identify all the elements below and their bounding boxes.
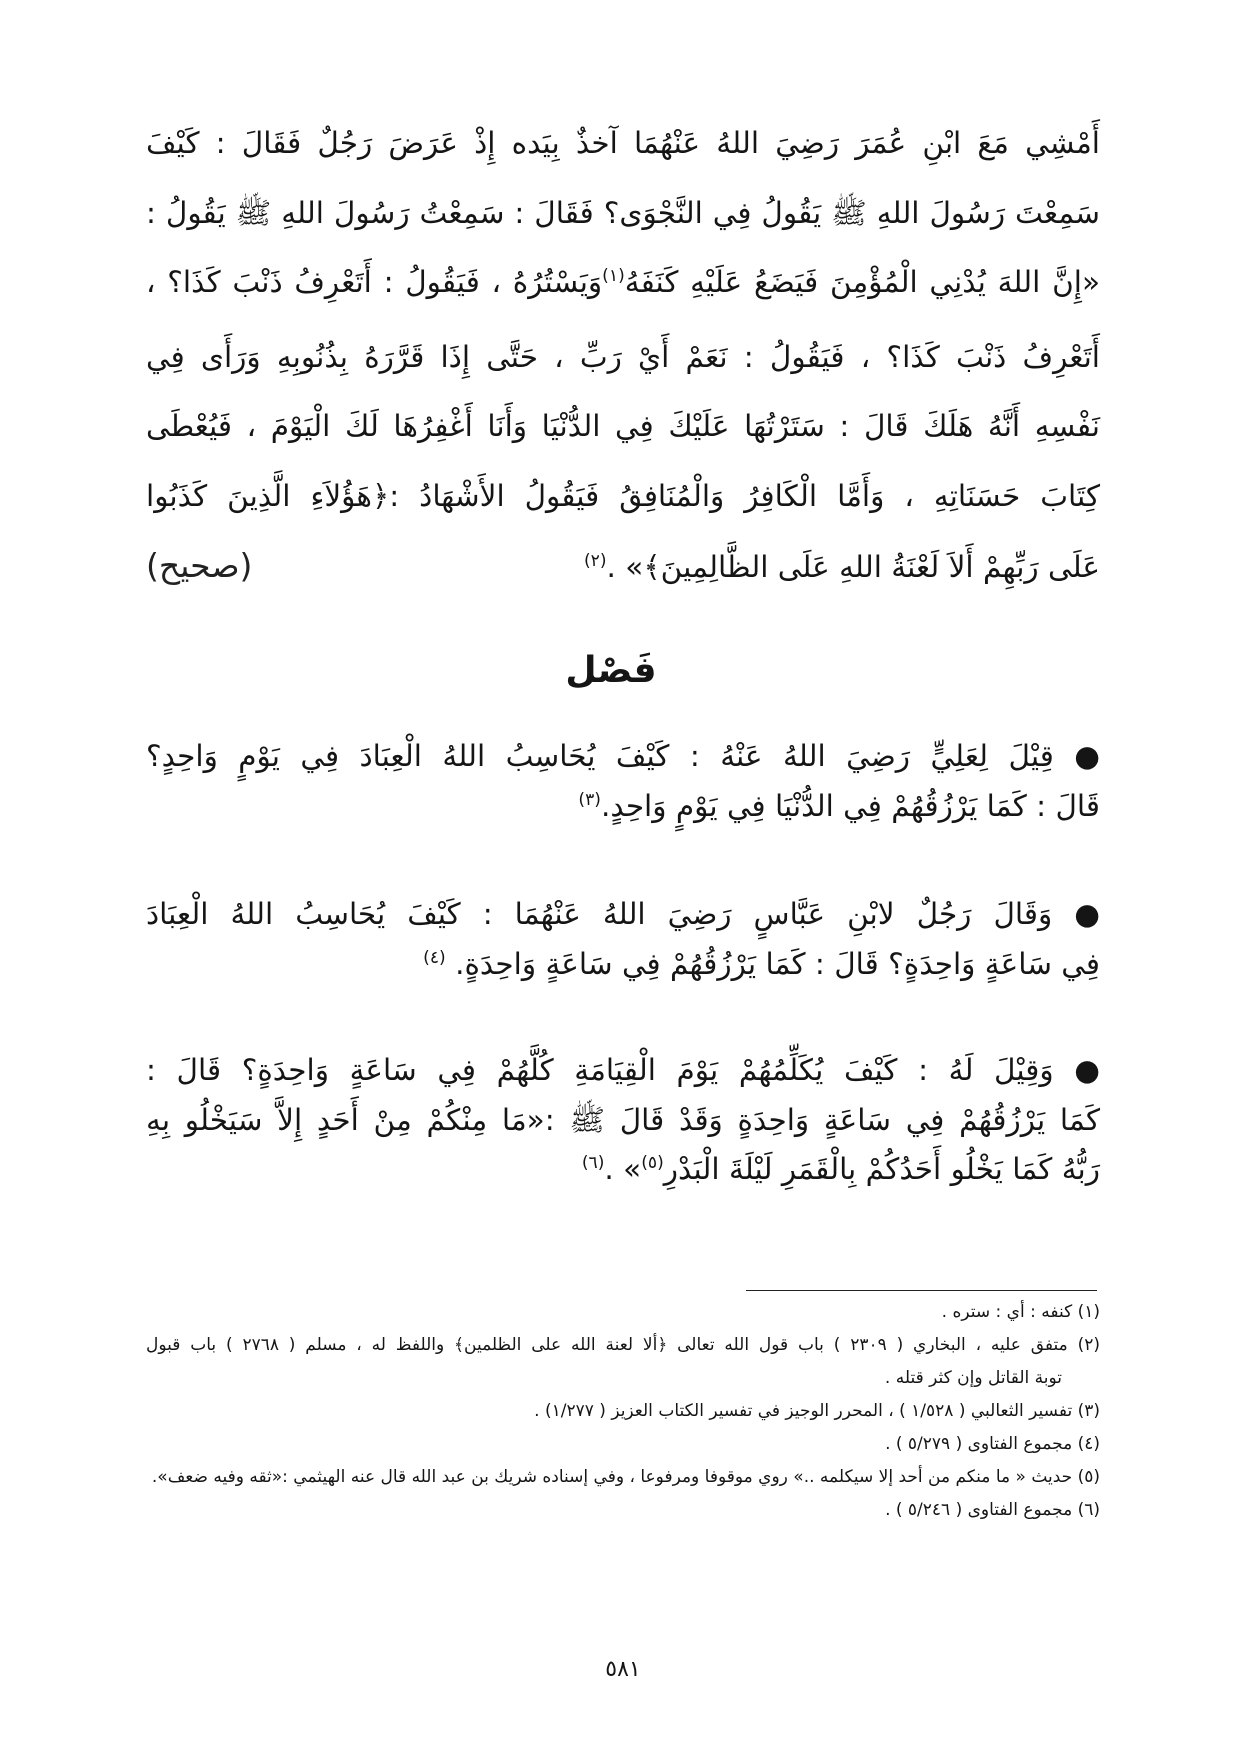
footnote-marker-2: (٢)	[583, 551, 607, 572]
line-text: كَمَا يَرْزُقُهُمْ فِي سَاعَةٍ وَاحِدَةٍ وَقَدْ قَالَ ﷺ :«مَا مِنْكُمْ مِنْ أَحَدٍ إِلاَّ سَيَخْلُو بِهِ	[146, 1102, 1100, 1137]
footnote-1: (١) كنفه : أي : ستره .	[941, 1302, 1100, 1322]
footnote-2-continued: توبة القاتل وإن كثر قتله .	[884, 1368, 1062, 1388]
footnote-separator	[746, 1290, 1097, 1291]
paragraph-line	[146, 1096, 1100, 1146]
footnote-3: (٣) تفسير الثعالبي ( ١/٥٢٨ ) ، المحرر الوجيز في تفسير الكتاب العزيز ( ١/٢٧٧) .	[534, 1401, 1100, 1421]
main-text-line-1	[146, 109, 1100, 179]
footnote-marker-4: (٤)	[423, 947, 446, 968]
paragraph-line	[146, 732, 1100, 782]
line-text: ● قِيْلَ لِعَلِيٍّ رَضِيَ اللهُ عَنْهُ : كَيْفَ يُحَاسِبُ اللهُ الْعِبَادَ فِي يَوْمٍ وَاحِدٍ؟	[146, 739, 1100, 773]
main-text-line-7	[146, 531, 1100, 608]
line-text: فِي سَاعَةٍ وَاحِدَةٍ؟ قَالَ : كَمَا يَرْزُقُهُمْ فِي سَاعَةٍ وَاحِدَةٍ.	[445, 946, 1100, 981]
main-text-line-4	[146, 323, 1100, 393]
line-text: نَفْسِهِ أَنَّهُ هَلَكَ قَالَ : سَتَرْتُهَا عَلَيْكَ فِي الدُّنْيَا وَأَنَا أَغْفِرُهَا لَكَ الْيَوْمَ ، فَيُعْطَى	[146, 409, 1100, 443]
main-text-line-3	[146, 248, 1100, 323]
paragraph-line	[146, 940, 1100, 995]
line-text: ● وَقِيْلَ لَهُ : كَيْفَ يُكَلِّمُهُمْ يَوْمَ الْقِيَامَةِ كُلَّهُمْ فِي سَاعَةٍ وَاحِدَةٍ؟ قَالَ :	[146, 1053, 1100, 1087]
main-text-line-2	[146, 179, 1100, 249]
footnote-6: (٦) مجموع الفتاوى ( ٥/٢٤٦ ) .	[885, 1500, 1100, 1520]
line-text: «إِنَّ اللهَ يُدْنِي الْمُؤْمِنَ فَيَضَعُ عَلَيْهِ كَنَفَهُ	[624, 265, 1100, 299]
paragraph-line	[146, 1046, 1100, 1096]
line-text-continued: » .	[604, 1152, 642, 1186]
footnote-5: (٥) حديث « ما منكم من أحد إلا سيكلمه ..» روي موقوفا ومرفوعا ، وفي إسناده شريك بن عبد الله قال عنه الهيثمي :«ثقه وفيه ضعف».	[151, 1467, 1100, 1487]
line-text: عَلَى رَبِّهِمْ أَلاَ لَعْنَةُ اللهِ عَلَى الظَّالِمِينَ﴾» .	[606, 550, 1100, 584]
line-text-continued: وَيَسْتُرُهُ ، فَيَقُولُ : أَتَعْرِفُ ذَنْبَ كَذَا؟ ،	[146, 265, 603, 299]
main-text-line-5	[146, 392, 1100, 462]
footnote-marker-3: (٣)	[578, 789, 601, 810]
footnote-marker-6: (٦)	[581, 1153, 605, 1174]
paragraph-line	[146, 1145, 1100, 1200]
paragraph-2	[146, 890, 1100, 994]
page-number: ٥٨١	[605, 1657, 641, 1682]
main-text	[146, 109, 1100, 608]
line-text: أَمْشِي مَعَ ابْنِ عُمَرَ رَضِيَ اللهُ عَنْهُمَا آخذٌ بِيَده إِذْ عَرَضَ رَجُلٌ فَقَالَ : كَيْفَ	[146, 126, 1100, 160]
paragraph-1	[146, 732, 1100, 836]
footnote-2: (٢) متفق عليه ، البخاري ( ٢٣٠٩ ) باب قول الله تعالى ﴿ألا لعنة الله على الظلمين﴾ واللفظ له ، مسلم ( ٢٧٦٨ ) باب قبول	[146, 1335, 1101, 1355]
paragraph-line	[146, 782, 1100, 837]
footnotes	[146, 1296, 1100, 1527]
paragraph-line	[146, 890, 1100, 940]
paragraph-3	[146, 1046, 1100, 1200]
line-text: أَتَعْرِفُ ذَنْبَ كَذَا؟ ، فَيَقُولُ : نَعَمْ أَيْ رَبِّ ، حَتَّى إِذَا قَرَّرَهُ بِذُنُوبِهِ وَرَأَى فِي	[146, 339, 1100, 374]
line-text: سَمِعْتَ رَسُولَ اللهِ ﷺ يَقُولُ فِي النَّجْوَى؟ فَقَالَ : سَمِعْتُ رَسُولَ اللهِ ﷺ يَقُولُ :	[146, 195, 1100, 230]
footnote-marker-5: (٥)	[641, 1153, 664, 1174]
line-text: قَالَ : كَمَا يَرْزُقُهُمْ فِي الدُّنْيَا فِي يَوْمٍ وَاحِدٍ.	[600, 788, 1100, 823]
main-text-line-6	[146, 462, 1100, 532]
footnote-marker-1: (١)	[602, 266, 625, 287]
section-heading: فَصْل	[565, 650, 657, 691]
footnote-4: (٤) مجموع الفتاوى ( ٥/٢٧٩ ) .	[885, 1434, 1100, 1454]
line-text-group	[584, 533, 1100, 608]
line-text: كِتَابَ حَسَنَاتِهِ ، وَأَمَّا الْكَافِرُ وَالْمُنَافِقُ فَيَقُولُ الأَشْهَادُ :﴿هَؤُلاَءِ الَّذِينَ كَذَبُوا	[146, 478, 1100, 513]
hadith-grade: (صحيح)	[146, 546, 253, 585]
line-text: ● وَقَالَ رَجُلٌ لابْنِ عَبَّاسٍ رَضِيَ اللهُ عَنْهُمَا : كَيْفَ يُحَاسِبُ اللهُ الْعِبَادَ	[146, 897, 1100, 931]
line-text: رَبُّهُ كَمَا يَخْلُو أَحَدُكُمْ بِالْقَمَرِ لَيْلَةَ الْبَدْرِ	[663, 1152, 1100, 1186]
